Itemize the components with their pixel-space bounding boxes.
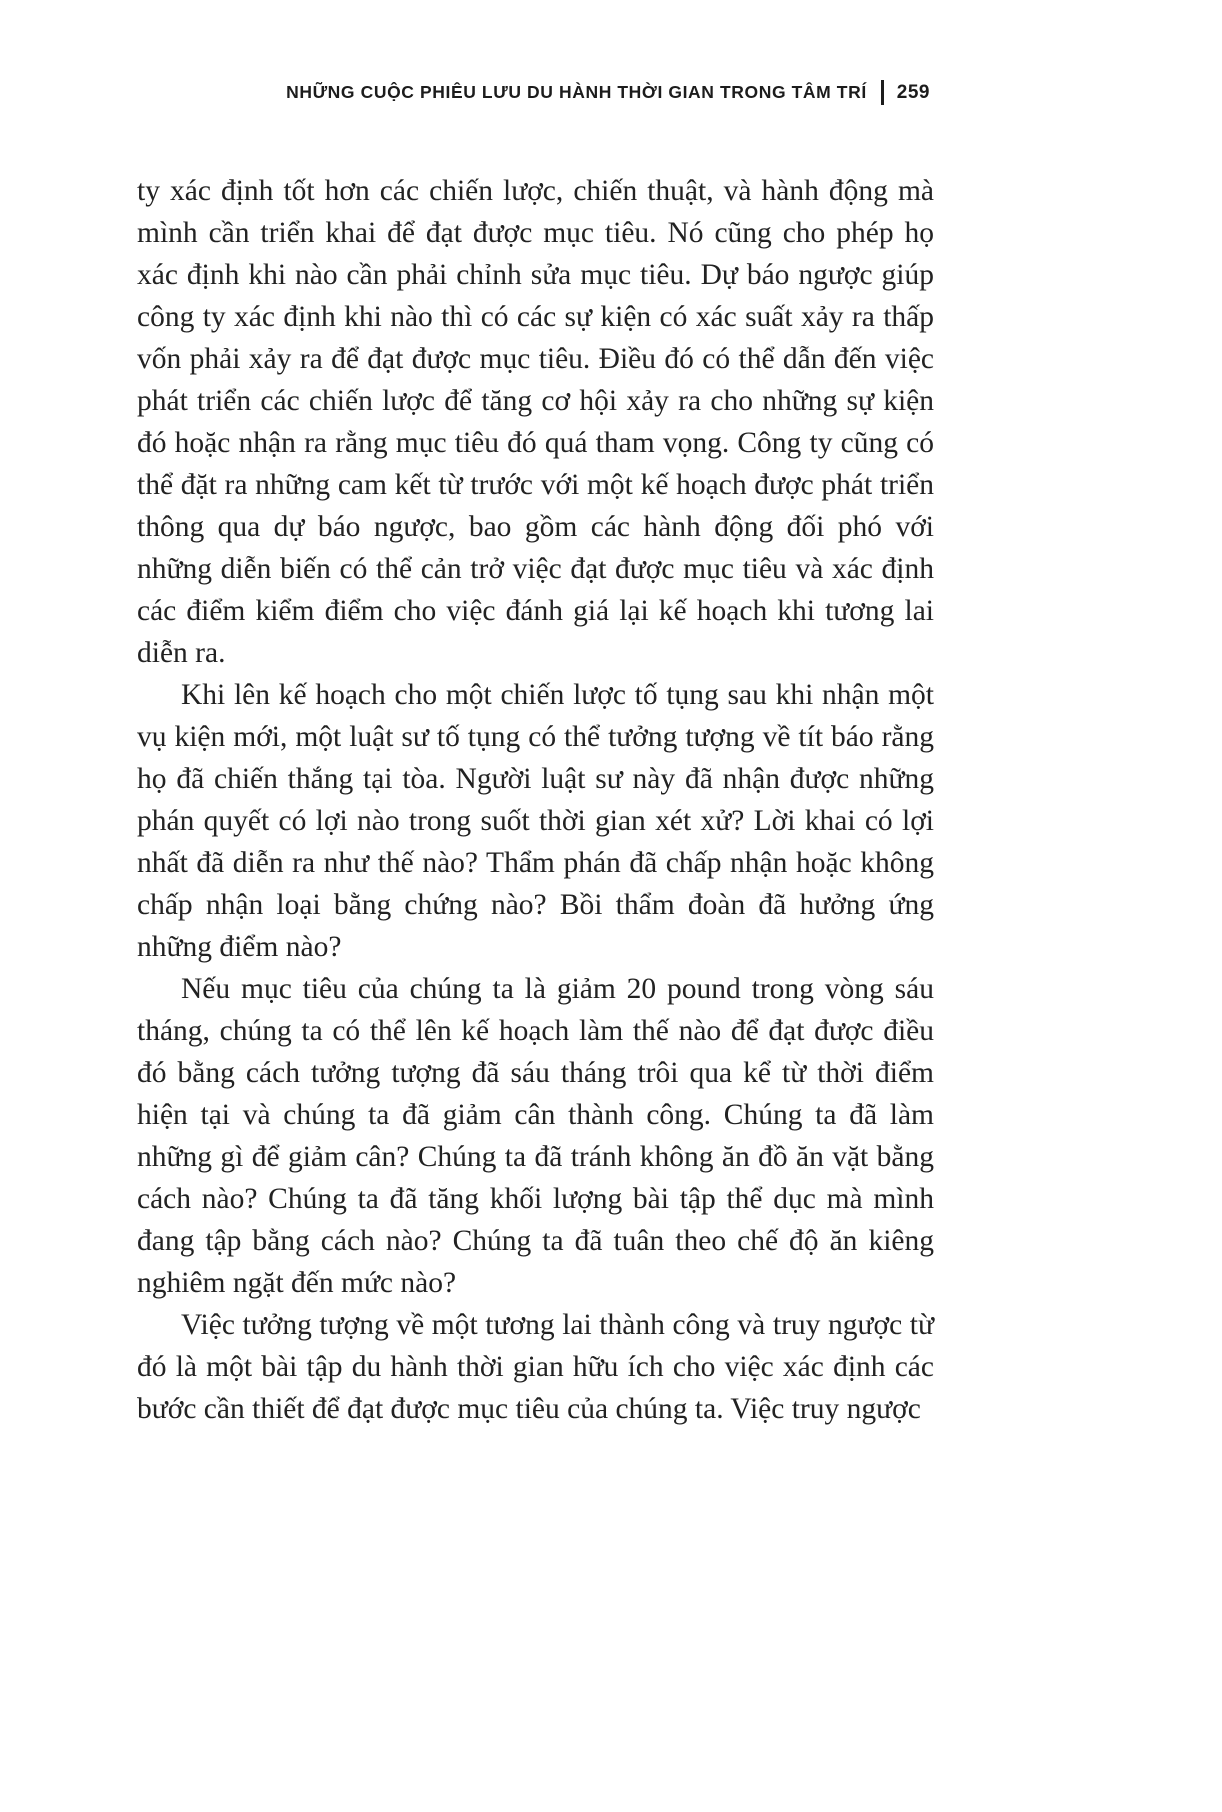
page-number: 259 bbox=[896, 81, 930, 103]
paragraph: Nếu mục tiêu của chúng ta là giảm 20 pound trong vòng sáu tháng, chúng ta có thể lên kế hoạch làm thế nào để đạt được điều đó bằng cách tưởng tượng đã sáu tháng trôi qua kể từ thời điểm hiện tại và chúng ta đã giảm cân thành công. Chúng ta đã làm những gì để giảm cân? Chúng ta đã tránh không ăn đồ ăn vặt bằng cách nào? Chúng ta đã tăng khối lượng bài tập thể dục mà mình đang tập bằng cách nào? Chúng ta đã tuân theo chế độ ăn kiêng nghiêm ngặt đến mức nào? bbox=[137, 973, 934, 1299]
paragraph: ty xác định tốt hơn các chiến lược, chiến thuật, và hành động mà mình cần triển khai để đạt được mục tiêu. Nó cũng cho phép họ xác định khi nào cần phải chỉnh sửa mục tiêu. Dự báo ngược giúp công ty xác định khi nào thì có các sự kiện có xác suất xảy ra thấp vốn phải xảy ra để đạt được mục tiêu. Điều đó có thể dẫn đến việc phát triển các chiến lược để tăng cơ hội xảy ra cho những sự kiện đó hoặc nhận ra rằng mục tiêu đó quá tham vọng. Công ty cũng có thể đặt ra những cam kết từ trước với một kế hoạch được phát triển thông qua dự báo ngược, bao gồm các hành động đối phó với những diễn biến có thể cản trở việc đạt được mục tiêu và xác định các điểm kiểm điểm cho việc đánh giá lại kế hoạch khi tương lai diễn ra. bbox=[137, 175, 934, 669]
header-divider bbox=[881, 80, 884, 105]
running-title: NHỮNG CUỘC PHIÊU LƯU DU HÀNH THỜI GIAN TRONG TÂM TRÍ bbox=[286, 82, 867, 102]
paragraph: Việc tưởng tượng về một tương lai thành công và truy ngược từ đó là một bài tập du hành thời gian hữu ích cho việc xác định các bước cần thiết để đạt được mục tiêu của chúng ta. Việc truy ngược bbox=[137, 1309, 934, 1425]
body-text bbox=[137, 170, 934, 1430]
page-header bbox=[137, 80, 930, 105]
paragraph: Khi lên kế hoạch cho một chiến lược tố tụng sau khi nhận một vụ kiện mới, một luật sư tố tụng có thể tưởng tượng về tít báo rằng họ đã chiến thắng tại tòa. Người luật sư này đã nhận được những phán quyết có lợi nào trong suốt thời gian xét xử? Lời khai có lợi nhất đã diễn ra như thế nào? Thẩm phán đã chấp nhận hoặc không chấp nhận loại bằng chứng nào? Bồi thẩm đoàn đã hưởng ứng những điểm nào? bbox=[137, 679, 934, 963]
